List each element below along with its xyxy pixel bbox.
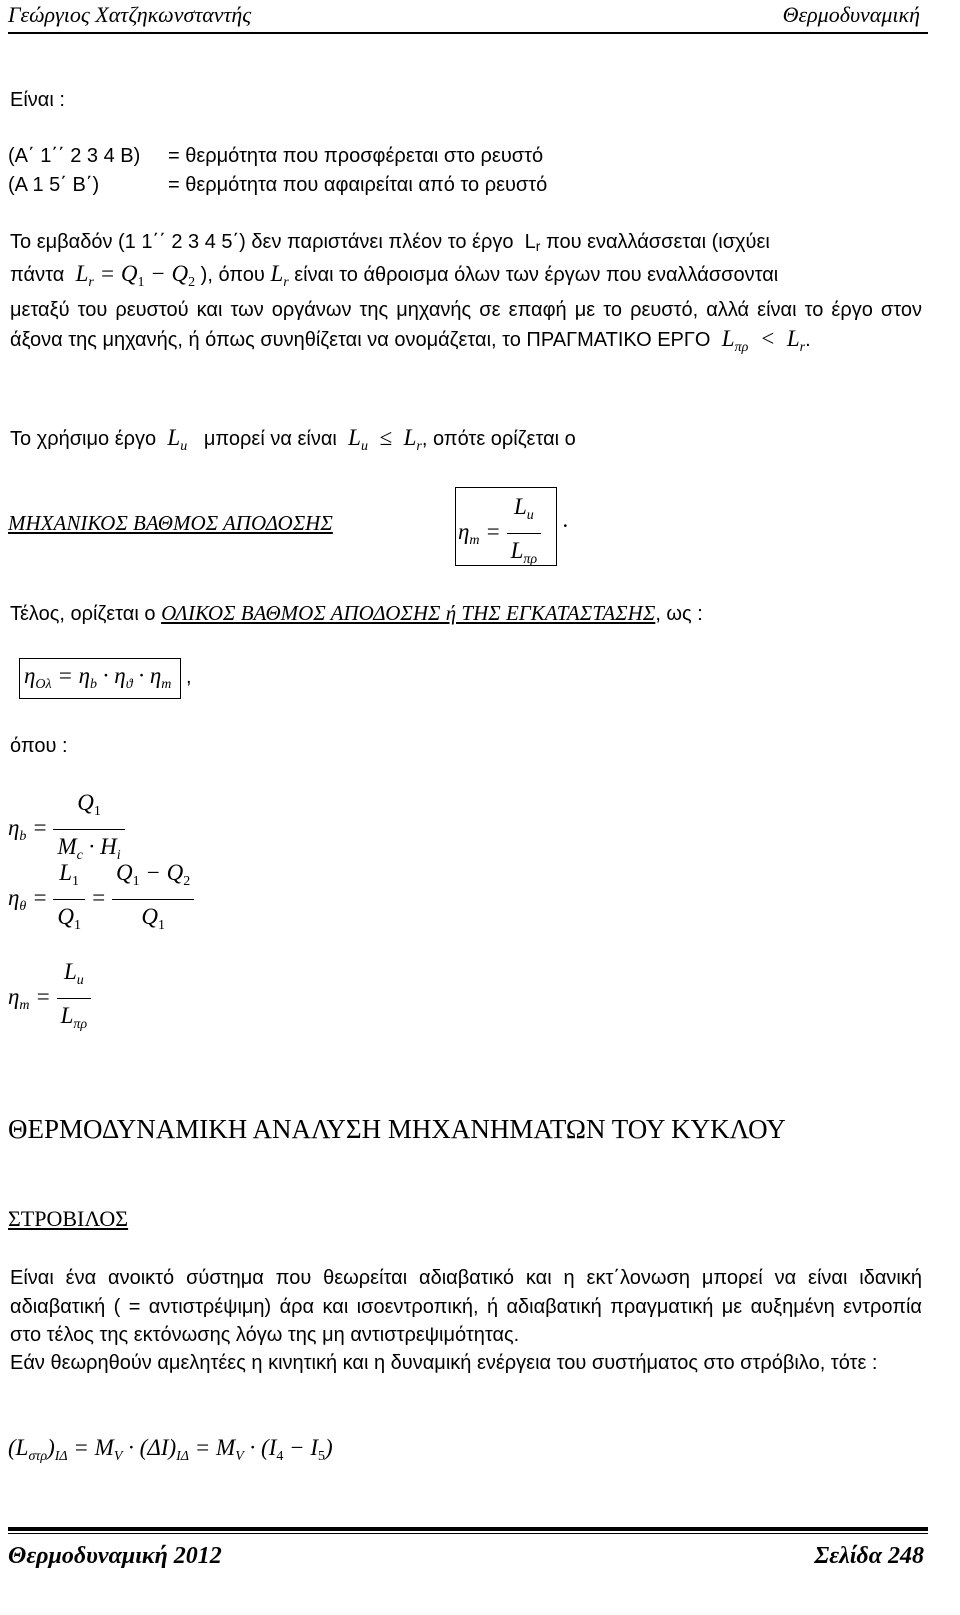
total-efficiency-line: Τέλος, ορίζεται ο ΟΛΙΚΟΣ ΒΑΘΜΟΣ ΑΠΟΔΟΣΗΣ ή ΤΗΣ ΕΓΚΑΤΑΣΤΑΣΗΣ, ως : <box>10 601 703 625</box>
fraction-Q1-over-McHi: $\frac{Q_1}{M_c \cdot H_i}$ <box>53 786 124 873</box>
equation-Lr-Q1-Q2: $L_r = Q_1 - Q_2$ <box>69 261 196 290</box>
mech-efficiency-formula: $\eta_m$ = $\frac{L_u}{L_{\pi\rho}}$ <box>458 490 541 577</box>
fraction-Lu-over-Lpr-2: $\frac{L_u}{L_{\pi\rho}}$ <box>57 955 92 1042</box>
para1-line1: Το εμβαδόν (1 1΄΄ 2 3 4 5΄) δεν παριστάνει πλέον το έργο Lr που εναλλάσσεται (ισχύει <box>10 231 770 254</box>
symbol-Lr-2: $L_r$ <box>270 261 289 290</box>
inequality-Lpr-Lr: $L_{\pi\rho} < L_r$ <box>716 325 806 355</box>
eta-b-formula: $\eta_b$ = $\frac{Q_1}{M_c \cdot H_i}$ <box>8 786 125 873</box>
header-rule <box>8 32 928 34</box>
footer-left: Θερμοδυναμική 2012 <box>8 1543 222 1569</box>
footer-rule-thin <box>8 1533 928 1534</box>
para1-line2: πάντα $L_r = Q_1 - Q_2$ ), όπου $L_r$ είναι το άθροισμα όλων των έργων που εναλλάσσονται <box>10 261 779 290</box>
eta-m-formula: $\eta_m$ = $\frac{L_u}{L_{\pi\rho}}$ <box>8 955 91 1042</box>
turbine-paragraph-1: Είναι ένα ανοικτό σύστημα που θεωρείται αδιαβατικό και η εκτ΄λονωση μπορεί να είναι ιδανική αδιαβατική ( = αντιστρέψιμη) άρα και ισοεντροπική, ή αδιαβατική πραγματική με αυξημένη εντροπία στο τέλος της εκτόνωσης λόγω της μη αντιστρεψιμότητας. <box>10 1267 922 1346</box>
eta-theta-formula: $\eta_\theta$ = $\frac{L_1}{Q_1}$ = $\frac{Q_1 - Q_2}{Q_1}$ <box>8 856 194 943</box>
footer-rule-thick <box>8 1527 928 1531</box>
turbine-work-equation: $(L_{\sigma\tau\rho})_{I\Delta} = M_V \cdot (\Delta I)_{I\Delta} = M_V \cdot (I_4 - I_5)$ <box>8 1435 333 1464</box>
symbol-Lu: $L_u$ <box>161 425 188 454</box>
header-subject: Θερμοδυναμική <box>782 2 920 27</box>
section-title: ΘΕΡΜΟΔΥΝΑΜΙΚΗ ΑΝΑΛΥΣΗ ΜΗΧΑΝΗΜΑΤΩΝ ΤΟΥ ΚΥΚΛΟΥ <box>8 1114 786 1144</box>
fraction-L1-over-Q1: $\frac{L_1}{Q_1}$ <box>53 856 85 943</box>
fraction-Lu-over-Lpr: $\frac{L_u}{L_{\pi\rho}}$ <box>507 490 542 577</box>
def-row-1-lhs: (Α΄ 1΄΄ 2 3 4 Β) <box>8 145 141 167</box>
def-row-2-lhs: (Α 1 5΄ Β΄) <box>8 174 100 196</box>
total-efficiency-title: ΟΛΙΚΟΣ ΒΑΘΜΟΣ ΑΠΟΔΟΣΗΣ ή ΤΗΣ ΕΓΚΑΤΑΣΤΑΣΗΣ <box>161 601 656 625</box>
para2-line: Το χρήσιμο έργο $L_u$ μπορεί να είναι $L_u \le L_r$, οπότε ορίζεται ο <box>10 425 576 454</box>
symbol-Lr: Lr <box>524 231 541 254</box>
fraction-Q1minusQ2-over-Q1: $\frac{Q_1 - Q_2}{Q_1}$ <box>112 856 194 943</box>
comma: , <box>186 666 192 688</box>
para1-rest: μεταξύ του ρευστού και των οργάνων της μηχανής σε επαφή με το ρευστό, αλλά είναι το έργο στον άξονα της μηχανής, ή όπως συνηθίζεται να ονομάζεται, το ΠΡΑΓΜΑΤΙΚΟ ΕΡΓΟ $L_{\pi\rho} < L_r$. <box>10 299 922 355</box>
inequality-Lu-Lr: $L_u \le L_r$ <box>342 425 422 454</box>
total-efficiency-formula: $\eta_{O\lambda} = \eta_b \cdot \eta_ϑ \cdot \eta_m$ <box>24 663 172 692</box>
def-row-1-rhs: = θερμότητα που προσφέρεται στο ρευστό <box>168 145 544 167</box>
period: . <box>563 507 569 532</box>
mech-efficiency-label: ΜΗΧΑΝΙΚΟΣ ΒΑΘΜΟΣ ΑΠΟΔΟΣΗΣ <box>8 511 333 535</box>
footer-right: Σελίδα 248 <box>814 1543 924 1569</box>
intro-text: Είναι : <box>10 89 65 111</box>
where-text: όπου : <box>10 735 68 757</box>
header-author: Γεώργιος Χατζηκωνσταντής <box>8 2 252 27</box>
turbine-paragraph-2: Εάν θεωρηθούν αμελητέες η κινητική και η δυναμική ενέργεια του συστήματος στο στρόβιλο, τότε : <box>10 1352 878 1374</box>
def-row-2-rhs: = θερμότητα που αφαιρείται από το ρευστό <box>168 174 548 196</box>
subsection-title: ΣΤΡΟΒΙΛΟΣ <box>8 1206 129 1231</box>
